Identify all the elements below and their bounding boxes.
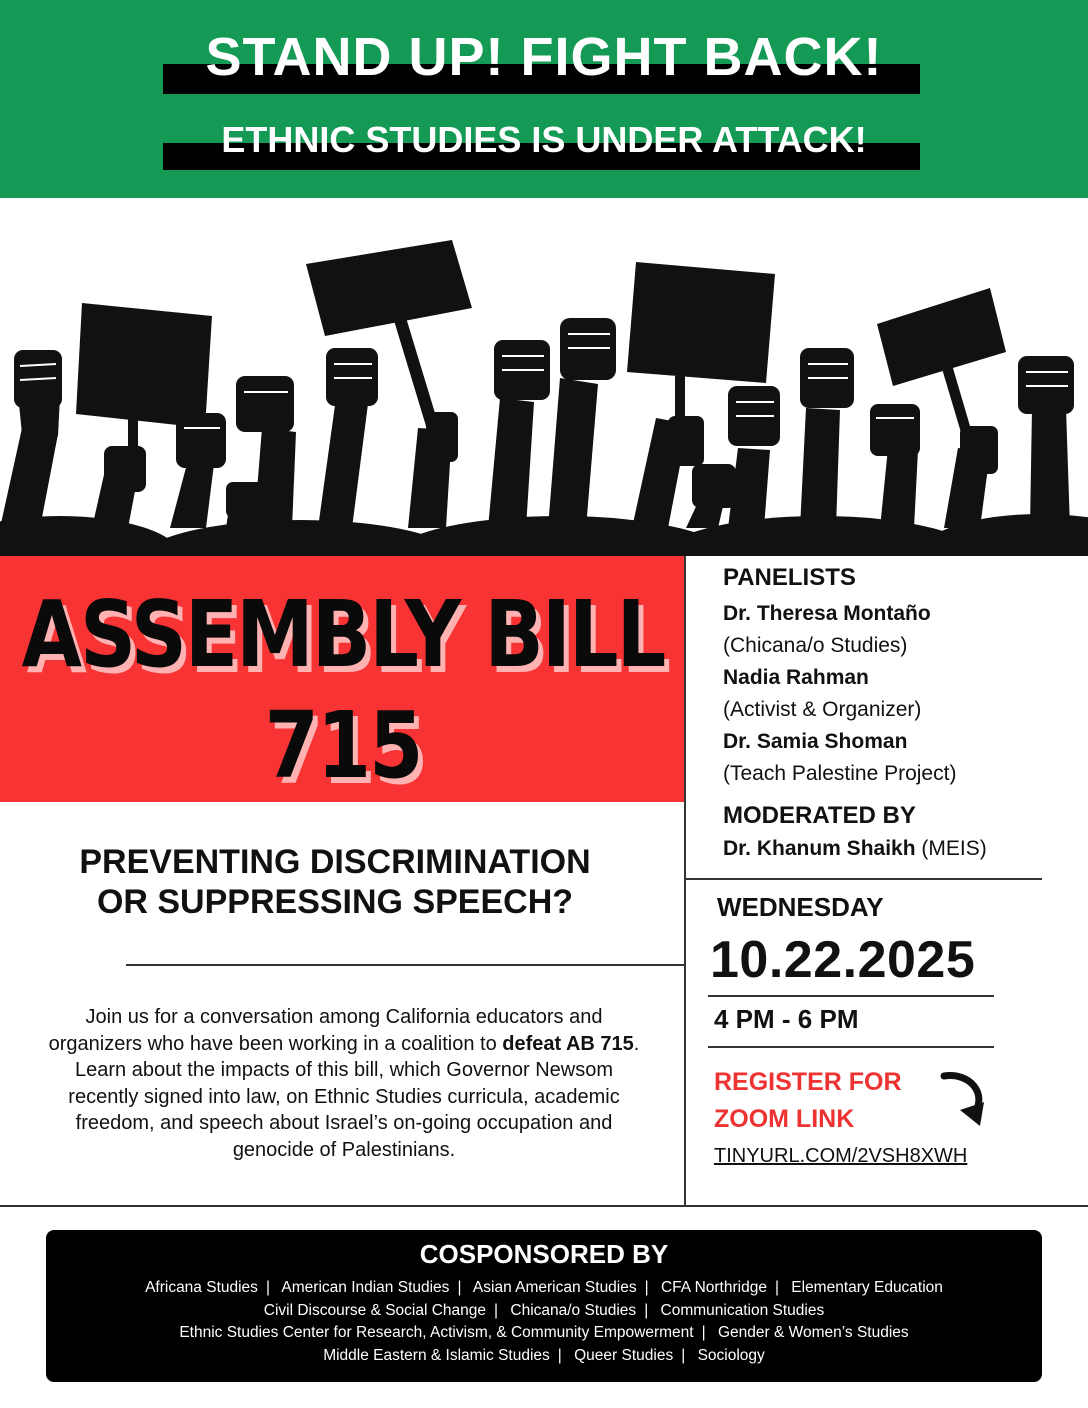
cosponsor: Gender & Women’s Studies (717, 1324, 909, 1341)
cosponsor-row: Africana Studies | American Indian Studies | Asian American Studies | CFA Northridge | Elementary Education (145, 1279, 943, 1296)
cosponsor: Asian American Studies (472, 1279, 637, 1296)
event-description: Join us for a conversation among California educators and organizers who have been working in a coalition to defeat AB 715. Learn about the impacts of this bill, which Governor Newsom recently signed into law, on Ethnic Studies curricula, academic freedom, and speech about Israel’s on-going occupation and genocide of Palestinians. (48, 1006, 640, 1161)
date-divider (708, 995, 994, 997)
cosponsor: American Indian Studies (281, 1279, 450, 1296)
moderator-divider (686, 878, 1042, 880)
cosponsor: Sociology (697, 1346, 765, 1364)
cosponsor: Communication Studies (660, 1301, 825, 1319)
register-callout: REGISTER FOR ZOOM LINK (714, 1068, 902, 1133)
cosponsor: CFA Northridge (660, 1279, 767, 1296)
moderator-name: Dr. Khanum Shaikh (723, 837, 916, 860)
cosponsor: Ethnic Studies Center for Research, Activism, & Community Empowerment (179, 1324, 694, 1341)
event-day: WEDNESDAY (717, 892, 884, 922)
panelist-name: Dr. Theresa Montaño (723, 602, 931, 625)
cosponsor: Queer Studies (574, 1346, 674, 1364)
cosponsors-box (46, 1230, 1042, 1382)
defeat-ab-715-emphasis: defeat AB 715 (502, 1032, 634, 1055)
panelists-heading: PANELISTS (723, 564, 856, 591)
column-divider (684, 556, 686, 1206)
cosponsor: Chicana/o Studies (510, 1301, 637, 1319)
curved-arrow-icon (930, 1066, 990, 1130)
event-time: 4 PM - 6 PM (714, 1004, 859, 1034)
raised-fists-illustration (0, 198, 1088, 556)
moderator-heading: MODERATED BY (723, 802, 916, 829)
panelist-name: Nadia Rahman (723, 666, 869, 689)
cosponsor: Elementary Education (791, 1279, 943, 1296)
bill-title-line2: 715 (264, 693, 422, 800)
cosponsor: Africana Studies (145, 1279, 258, 1296)
bill-title-line1: ASSEMBLY BILL (21, 582, 665, 689)
cosponsor: Civil Discourse & Social Change (263, 1301, 487, 1319)
headline: STAND UP! FIGHT BACK! (205, 27, 883, 87)
panelist-affiliation: (Activist & Organizer) (723, 698, 922, 721)
cosponsor-list (46, 1277, 1042, 1367)
event-date: 10.22.2025 (710, 931, 976, 989)
registration-link[interactable]: TINYURL.COM/2VSH8XWH (714, 1145, 968, 1167)
subheadline: ETHNIC STUDIES IS UNDER ATTACK! (221, 119, 867, 160)
cosponsor-row: Middle Eastern & Islamic Studies | Queer Studies | Sociology (323, 1346, 765, 1364)
question-heading: PREVENTING DISCRIMINATION OR SUPPRESSING SPEECH? (79, 843, 591, 921)
footer-divider (0, 1205, 1088, 1207)
question-divider (126, 964, 684, 966)
panelist-list (723, 598, 956, 790)
time-divider (708, 1046, 994, 1048)
cosponsor: Middle Eastern & Islamic Studies (323, 1346, 550, 1364)
moderator-line (723, 834, 987, 864)
bill-title (0, 580, 686, 802)
cosponsors-heading: COSPONSORED BY (419, 1239, 669, 1269)
cosponsor-row: Ethnic Studies Center for Research, Activism, & Community Empowerment | Gender & Women’s Studies (179, 1324, 909, 1341)
panelist-affiliation: (Chicana/o Studies) (723, 634, 908, 657)
cosponsor-row: Civil Discourse & Social Change | Chicana/o Studies | Communication Studies (263, 1301, 825, 1319)
panelist-name: Dr. Samia Shoman (723, 730, 908, 753)
moderator-affiliation: (MEIS) (921, 837, 987, 860)
panelist-affiliation: (Teach Palestine Project) (723, 762, 957, 785)
